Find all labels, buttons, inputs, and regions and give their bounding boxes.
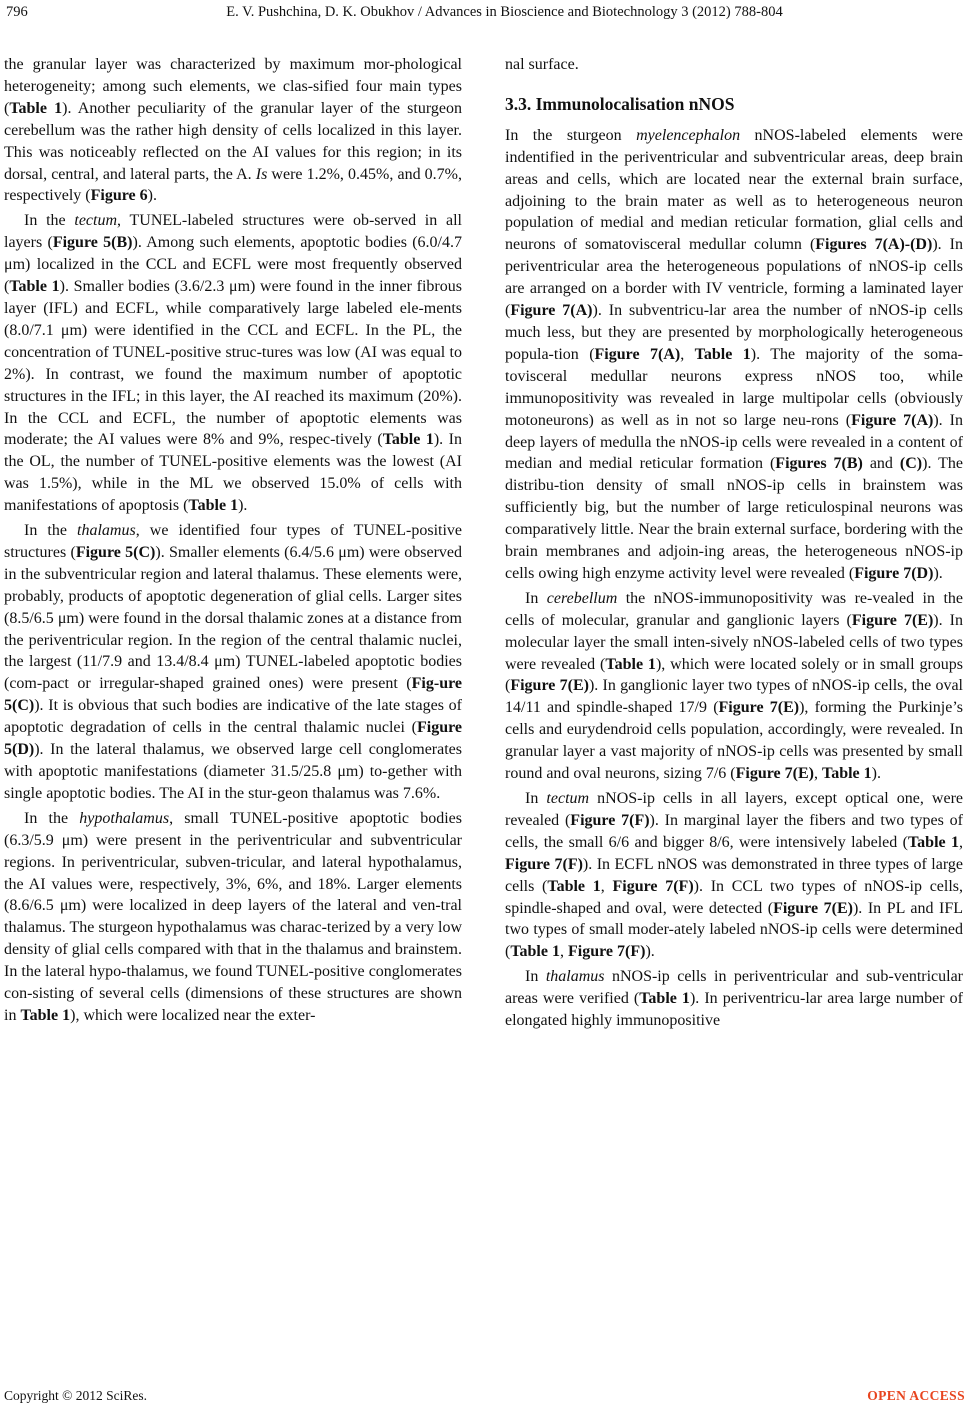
italic-term: tectum [546,790,590,807]
text-run: ). In ECFL nNOS was demonstrated in three types of large cells ( [505,855,963,895]
italic-term: thalamus [545,968,605,986]
bold-reference: Figure 7(E) [718,699,800,717]
bold-reference: Figure 7(E) [510,677,589,695]
text-run: ). [933,564,943,582]
text-run: ). Another peculiarity of the granular layer of the sturgeon cerebellum was the rather high density of cells localized in this layer. This was noticeably reflected on the AI values for this region; in its dorsal, central, and lateral parts, the A. [4,99,462,183]
text-run: In the [24,809,80,827]
page-number: 796 [6,4,28,20]
paragraph-continuation [505,54,963,76]
left-column [4,54,462,1027]
bold-reference: Figure 5(B) [52,234,133,252]
text-run: ). In CCL two types of nNOS-ip cells, spindle-shaped and oval, were detected ( [505,877,964,917]
italic-term: tectum [74,212,118,230]
italic-term: thalamus [77,522,136,540]
bold-reference: Figure 6 [90,187,148,205]
bold-reference: Table 1 [639,990,690,1008]
paragraph-tectum [4,210,462,517]
open-access-label: OPEN ACCESS [867,1388,965,1403]
italic-term: cerebellum [546,589,618,607]
text-run: ). In subventricu-lar area the number of nNOS-ip cells much less, but they are presented by morphologically heterogeneous popula-tion ( [505,302,963,363]
bold-reference: Table 1 [20,1006,71,1024]
text-run: ). The distribu-tion density of small nNOS-ip cells in brainstem was sufficiently big, but the number of large reticulospinal neurons was comparatively little. Near the brain external surface, bordering with the brain membranes and adjoin-ing areas, the heterogeneous nNOS-ip cells owing high enzyme activity level were revealed ( [505,455,964,582]
text-run: ). In periventricu-lar area large number of elongated highly immunopositive [505,990,963,1030]
text-run: ). In the lateral thalamus, we observed large cell conglomerates with apoptotic manifestations (diameter 31.5/25.8 μm) to-gether with single apoptotic bodies. The AI in the stur-geon thalamus was 7.6%. [4,741,462,802]
paragraph-thalamus-nnos [505,966,963,1032]
bold-reference: Figure 7(D) [854,564,934,582]
text-run: ). The majority of the soma-tovisceral medullar neurons express nNOS too, while immunopositivity was revealed in large multipolar cells (obviously motoneurons) as well as in not so large neu-rons ( [505,345,964,429]
paragraph [4,54,462,207]
bold-reference: Figures 7(A)-(D) [815,236,933,254]
bold-reference: Figure 7(F) [505,855,583,873]
text-run: ). In deep layers of medulla the nNOS-ip cells were revealed in a content of median and medial reticular formation ( [505,411,963,473]
text-run: In [525,968,546,986]
text-run: , [813,765,822,783]
text-run: the nNOS-immunopositivity was re-vealed in the cells of molecular, granular and ganglionic layers ( [505,589,963,629]
italic-term: hypothalamus [79,809,170,827]
copyright-notice: Copyright © 2012 SciRes. [4,1388,148,1403]
paragraph-cerebellum [505,588,963,785]
text-run: ). [147,187,157,205]
bold-reference: Table 1 [382,431,434,449]
text-run: , we identified four types of TUNEL-positive structures ( [4,522,463,561]
paragraph-thalamus [4,520,462,805]
bold-reference: (C) [899,455,923,473]
text-run: , [959,833,963,851]
text-run: In the sturgeon [505,126,637,144]
bold-reference: Figure 5(C) [75,543,156,561]
text-run: ). Smaller elements (6.4/5.6 μm) were observed in the subventricular region and lateral thalamus. These elements were, probably, products of apoptotic degeneration of glial cells. Larger sites (8.5/6.5 μm) were found in the dorsal thalamic zones at a distance from the periventricular region. In the region of the central thalamic nuclei, the largest (11/7.9 and 13.4/8.4 μm) TUNEL-labeled apoptotic bodies (com-pact or irregular-shaped grained ones) were present ( [4,543,462,693]
bold-reference: Figure 7(A) [594,345,681,363]
bold-reference: Figure 7(A) [510,302,593,320]
bold-reference: Figure 5(D) [4,719,462,759]
text-run: nNOS-labeled elements were indentified in the periventricular and subventricular areas, deep brain areas and cells, which are located near the external brain surface, adjoining to the brain mater as well as to heterogeneous neuron population of medial and median reticular formation, glial cells and neurons of somatovisceral medullar column ( [505,126,964,254]
text-run: , [600,877,613,895]
text-run: nal surface. [505,56,579,73]
bold-reference: Figure 7(F) [567,943,646,961]
text-run: ). [871,765,881,783]
bold-reference: Figures 7(B) [775,455,863,473]
bold-reference: Table 1 [510,943,560,961]
text-run: and [862,455,900,473]
text-run: ). In the OL, the number of TUNEL-positive elements was the lowest (AI was 1.5%), while in the ML we observed 15.0% of cells with manifestations of apoptosis ( [4,431,462,515]
bold-reference: Table 1 [9,99,63,117]
bold-reference: Figure 7(A) [851,411,934,429]
bold-reference: Table 1 [9,278,60,296]
text-run: In [525,589,547,607]
running-header [0,0,969,24]
text-run: In the [24,212,75,230]
text-run: ). In ganglionic layer two types of nNOS-ip cells, the oval 14/11 and spindle-shaped 17/9 ( [505,677,964,717]
page-footer [0,1384,969,1408]
text-run: ). It is obvious that such bodies are indicative of the late stages of apoptotic degradation of cells in the central thalamic nuclei ( [4,697,462,737]
paragraph-myelencephalon [505,125,963,585]
italic-term: Is [255,165,268,183]
bold-reference: Figure 7(E) [735,765,814,783]
bold-reference: Figure 7(E) [851,611,934,629]
text-run: ), forming the Purkinje’s cells and eurydendroid cells population, accordingly, were revealed. In granular layer a vast majority of nNOS-ip cells was presented by small round and oval neurons, sizing 7/6 ( [505,699,963,783]
bold-reference: Table 1 [547,877,601,895]
text-run: nNOS-ip cells in periventricular and sub-ventricular areas were verified ( [505,968,964,1008]
text-run: ). In molecular layer the small inten-sively nNOS-labeled cells of two types were revealed ( [505,611,964,673]
bold-reference: Table 1 [907,833,959,851]
bold-reference: Table 1 [605,655,656,673]
text-run: ), which were localized near the exter- [70,1006,316,1024]
italic-term: myelencephalon [636,126,741,144]
text-run: In [525,790,547,807]
text-run: ). In periventricular area the heterogeneous populations of nNOS-ip cells are arranged on a border with IV ventricle, forming a laminated layer ( [505,236,964,320]
text-run: the granular layer was characterized by maximum mor-phological heterogeneity; among such elements, we clas-sified four main types ( [4,56,462,117]
text-run: In the [24,522,78,540]
text-run: nNOS-ip cells in all layers, except optical one, were revealed ( [505,790,964,829]
text-run: ). In PL and IFL two types of small moder-ately labeled nNOS-ip cells were determined ( [505,899,963,961]
bold-reference: Table 1 [694,345,751,363]
text-run: were 1.2%, 0.45%, and 0.7%, respectively ( [4,165,463,205]
text-run: , [559,943,568,961]
paragraph-hypothalamus [4,808,462,1027]
text-run: ). Among such elements, apoptotic bodies (6.0/4.7 μm) localized in the CCL and ECFL were most frequently observed ( [4,234,462,296]
text-run: ). [645,943,655,961]
bold-reference: Figure 7(E) [773,899,853,917]
text-run: ). In marginal layer the fibers and two types of cells, the small 6/6 and bigger 8/6, were intensively labeled ( [505,811,963,851]
bold-reference: Table 1 [821,765,872,783]
text-run: , small TUNEL-positive apoptotic bodies (6.3/5.9 μm) were present in the periventricular and subventricular regions. In periventricular, subven-tricular, and lateral hypothalamus, the AI values were, respectively, 3%, 6%, and 18%. Larger elements (8.6/6.5 μm) were localized in deep layers of the lateral and ven-tral thalamus. The sturgeon hypothalamus was charac-terized by a very low density of glial cells compared with that in the thalamus and brainstem. In the lateral hypo-thalamus, we found TUNEL-positive conglomerates con-sisting of several cells (dimensions of these structures are shown in [4,809,463,1024]
text-run: ). Smaller bodies (3.6/2.3 μm) were found in the inner fibrous layer (IFL) and ECFL, while comparatively large labeled ele-ments (8.0/7.1 μm) were identified in the CCL and ECFL. In the PL, the concentration of TUNEL-positive struc-tures was low (AI was equal to 2%). In contrast, we found the maximum number of apoptotic structures in the IFL; in this layer, the AI reached its maximum (20%). In the CCL and ECFL, the number of apoptotic elements was moderate; the AI values were 8% and 9%, respec-tively ( [4,278,462,449]
running-title: E. V. Pushchina, D. K. Obukhov / Advances in Bioscience and Biotechnology 3 (2012) 788-804 [226,4,783,20]
bold-reference: Figure 7(F) [570,811,650,829]
text-run: ), which were located solely or in small groups ( [505,655,964,695]
bold-reference: Figure 7(F) [612,877,694,895]
text-run: ). [238,497,248,515]
paragraph-tectum-nnos [505,788,963,963]
bold-reference: Fig-ure 5(C) [4,675,462,715]
text-run: , TUNEL-labeled structures were ob-served in all layers ( [4,212,462,252]
right-column [505,54,963,1032]
text-run: , [680,345,695,363]
bold-reference: Table 1 [188,497,239,515]
section-heading: 3.3. Immunolocalisation nNOS [505,93,735,114]
